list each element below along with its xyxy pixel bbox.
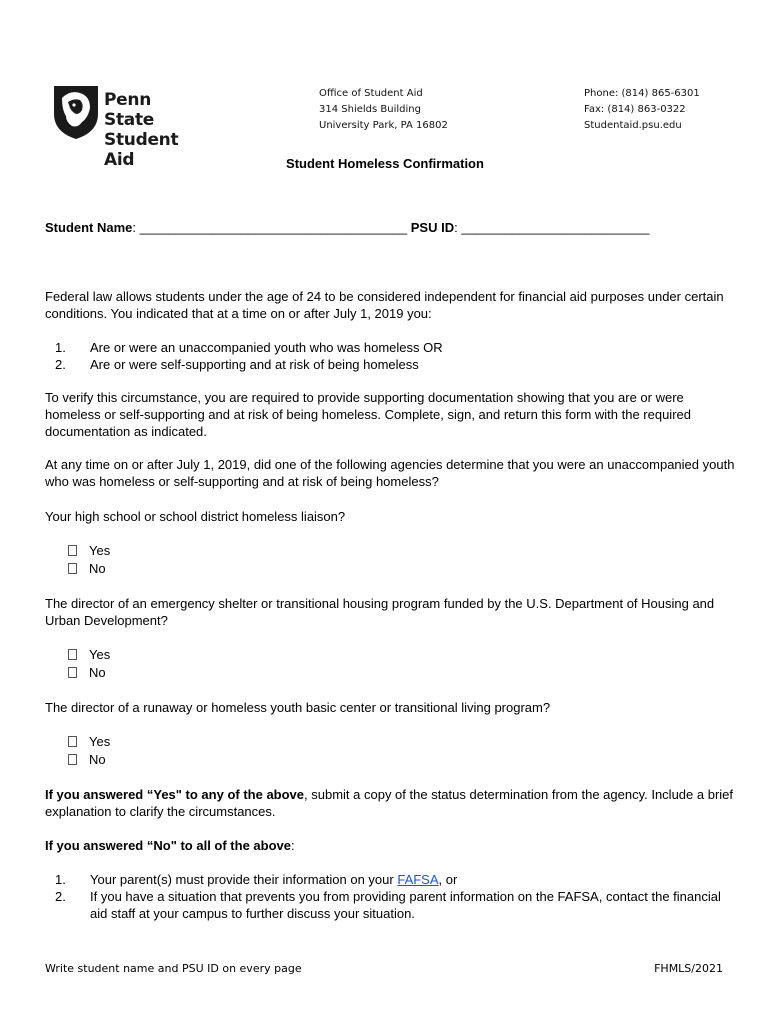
q3-yes-option[interactable] <box>68 733 110 751</box>
list-number: 1. <box>55 340 66 355</box>
student-name-label: Student Name <box>45 220 133 235</box>
no-instructions-colon: : <box>290 838 295 853</box>
yes-instructions-bold: If you answered “Yes" to any of the above <box>45 787 305 802</box>
student-info-line <box>45 219 735 236</box>
intro-paragraph: Federal law allows students under the age of 24 to be considered independent for financial aid purposes under certain conditions. You indicated that at a time on or after July 1, 2019 you: <box>45 289 724 321</box>
verify-paragraph: To verify this circumstance, you are required to provide supporting documentation showing that you are or were homeless or self-supporting and at risk of being homeless. Complete, sign, and return this form with the required documentation as indicated. <box>45 390 691 439</box>
list-number: 1. <box>55 872 66 887</box>
q2-no-option[interactable] <box>68 664 106 682</box>
list-text: Are or were self-supporting and at risk of being homeless <box>90 357 419 372</box>
list-text: Are or were an unaccompanied youth who was homeless OR <box>90 340 443 355</box>
option-label: Yes <box>89 647 111 662</box>
list-text: If you have a situation that prevents you from providing parent information on the FAFSA, contact the financial aid staff at your campus to further discuss your situation. <box>90 889 721 921</box>
penn-state-logo <box>52 84 202 170</box>
footer-note: Write student name and PSU ID on every page <box>45 962 302 975</box>
list-number: 2. <box>55 889 66 904</box>
option-label: No <box>89 561 106 576</box>
no-instructions-bold: If you answered “No" to all of the above <box>45 838 291 853</box>
list-item <box>55 888 725 924</box>
checkbox[interactable] <box>68 563 77 574</box>
list-item <box>55 871 725 888</box>
list-text: , or <box>438 872 458 887</box>
yes-instructions-text: , submit a copy of the status determination from the agency. Include a brief explanation to clarify the circumstances. <box>45 787 734 819</box>
list-number: 2. <box>55 357 66 372</box>
office-address <box>319 86 448 134</box>
fafsa-link[interactable]: FAFSA <box>397 872 439 887</box>
yes-instructions <box>45 786 735 820</box>
phone: Phone: (814) 865-6301 <box>584 88 700 99</box>
option-label: No <box>89 752 106 767</box>
checkbox[interactable] <box>68 667 77 678</box>
nittany-lion-shield-icon <box>52 84 100 140</box>
option-label: Yes <box>89 734 111 749</box>
office-line: Office of Student Aid <box>319 88 423 99</box>
contact-info <box>584 86 700 134</box>
checkbox[interactable] <box>68 736 77 747</box>
option-label: No <box>89 665 106 680</box>
question-2: The director of an emergency shelter or transitional housing program funded by the U.S. Department of Housing and Urban Development? <box>45 596 715 628</box>
psu-id-field[interactable]: : __________________________ <box>454 220 650 235</box>
office-line: University Park, PA 16802 <box>319 120 448 131</box>
fax: Fax: (814) 863-0322 <box>584 104 686 115</box>
list-item <box>55 339 725 356</box>
form-code: FHMLS/2021 <box>654 962 723 975</box>
question-3: The director of a runaway or homeless youth basic center or transitional living program? <box>45 700 551 715</box>
page-title: Student Homeless Confirmation <box>286 156 484 171</box>
list-item <box>55 356 725 373</box>
office-line: 314 Shields Building <box>319 104 421 115</box>
logo-line-1: Penn State <box>104 90 154 130</box>
logo-line-2: Student Aid <box>104 130 179 170</box>
q1-no-option[interactable] <box>68 560 106 578</box>
q1-yes-option[interactable] <box>68 542 110 560</box>
psu-id-label: PSU ID <box>410 220 455 235</box>
question-1: Your high school or school district homeless liaison? <box>45 509 346 524</box>
student-name-field[interactable]: : _____________________________________ <box>132 220 408 235</box>
checkbox[interactable] <box>68 754 77 765</box>
agency-question-paragraph: At any time on or after July 1, 2019, did one of the following agencies determine that you were an unaccompanied youth who was homeless or self-supporting and at risk of being homeless? <box>45 457 735 489</box>
q3-no-option[interactable] <box>68 751 106 769</box>
option-label: Yes <box>89 543 111 558</box>
list-text: Your parent(s) must provide their information on your <box>90 872 398 887</box>
website: Studentaid.psu.edu <box>584 120 682 131</box>
q2-yes-option[interactable] <box>68 646 110 664</box>
checkbox[interactable] <box>68 649 77 660</box>
no-instructions-heading <box>45 837 735 854</box>
checkbox[interactable] <box>68 545 77 556</box>
